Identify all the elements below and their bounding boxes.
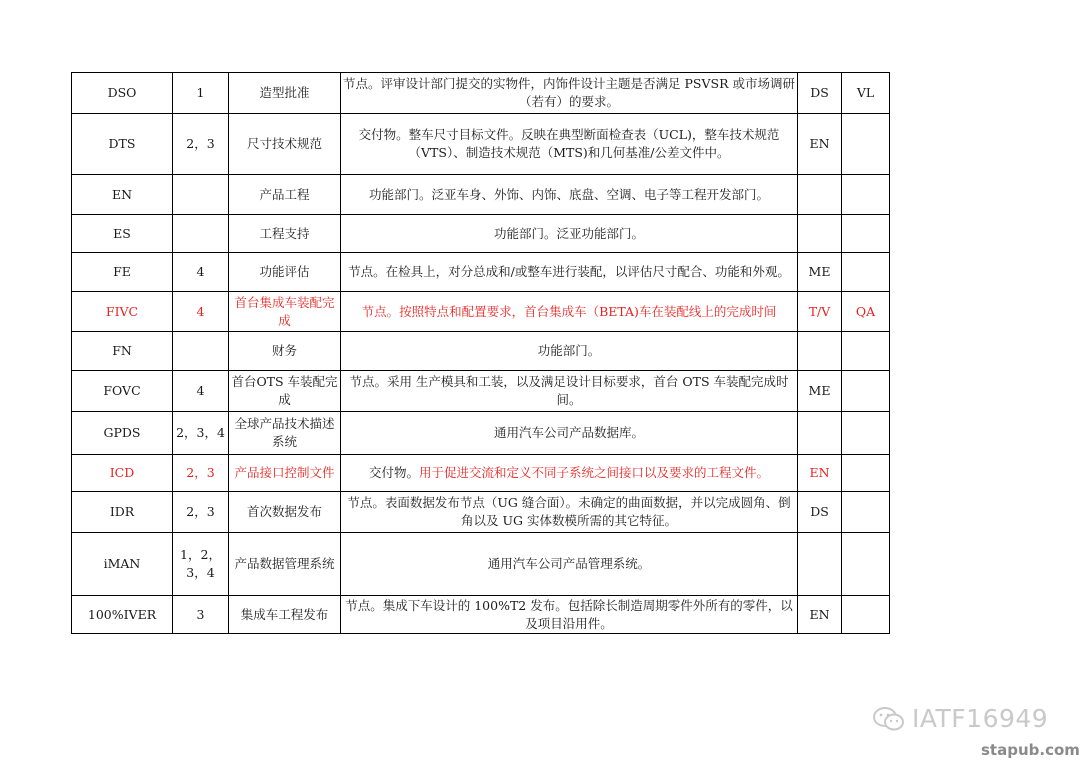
description-cell: 节点。按照特点和配置要求，首台集成车（BETA)车在装配线上的完成时间: [341, 292, 798, 332]
description-cell: 节点。表面数据发布节点（UG 缝合面）。未确定的曲面数据，并以完成圆角、倒角以及 UG 实体数模所需的其它特征。: [341, 492, 798, 533]
description-cell: 通用汽车公司产品管理系统。: [341, 533, 798, 596]
abbr-cell: IDR: [72, 492, 173, 533]
table-row: [72, 492, 890, 533]
description-cell: 功能部门。: [341, 332, 798, 371]
phase-cell: 3: [173, 596, 229, 634]
table-row: [72, 371, 890, 412]
table-row: [72, 332, 890, 371]
description-cell: 节点。集成下车设计的 100%T2 发布。包括除长制造周期零件外所有的零件，以及项目沿用件。: [341, 596, 798, 634]
description-cell: 节点。评审设计部门提交的实物件，内饰件设计主题是否满足 PSVSR 或市场调研（若有）的要求。: [341, 73, 798, 114]
phase-cell: 2，3: [173, 492, 229, 533]
description-cell: 功能部门。泛亚车身、外饰、内饰、底盘、空调、电子等工程开发部门。: [341, 175, 798, 215]
abbr-cell: ICD: [72, 455, 173, 492]
owner-cell: [798, 332, 842, 371]
approver-cell: [842, 215, 890, 253]
owner-cell: EN: [798, 114, 842, 175]
phase-text: 1，2，3，4: [180, 547, 221, 580]
table-row: [72, 292, 890, 332]
abbr-cell: FE: [72, 253, 173, 292]
abbr-cell: iMAN: [72, 533, 173, 596]
abbr-cell: DTS: [72, 114, 173, 175]
term-cell: 产品数据管理系统: [229, 533, 341, 596]
term-cell: 首台OTS 车装配完成: [229, 371, 341, 412]
table-row: [72, 533, 890, 596]
approver-cell: [842, 114, 890, 175]
phase-cell: [173, 175, 229, 215]
description-text: 用于促进交流和定义不同子系统之间接口以及要求的工程文件。: [419, 465, 770, 480]
phase-cell: [173, 533, 229, 596]
approver-cell: [842, 253, 890, 292]
phase-cell: [173, 215, 229, 253]
term-cell: 财务: [229, 332, 341, 371]
table-row: [72, 596, 890, 634]
owner-cell: [798, 412, 842, 455]
approver-cell: [842, 455, 890, 492]
term-cell: 产品接口控制文件: [229, 455, 341, 492]
phase-cell: [173, 332, 229, 371]
owner-cell: [798, 533, 842, 596]
table-row: [72, 73, 890, 114]
table-row: [72, 412, 890, 455]
approver-cell: [842, 492, 890, 533]
phase-cell: 1: [173, 73, 229, 114]
phase-cell: 2，3，4: [173, 412, 229, 455]
term-cell: 首台集成车装配完成: [229, 292, 341, 332]
table-row: [72, 114, 890, 175]
phase-cell: 4: [173, 292, 229, 332]
owner-cell: T/V: [798, 292, 842, 332]
term-cell: 工程支持: [229, 215, 341, 253]
wechat-icon: [872, 706, 906, 732]
term-cell: 功能评估: [229, 253, 341, 292]
owner-cell: [798, 175, 842, 215]
description-cell: 交付物。整车尺寸目标文件。反映在典型断面检查表（UCL)，整车技术规范（VTS）、制造技术规范（MTS)和几何基准/公差文件中。: [341, 114, 798, 175]
owner-cell: ME: [798, 371, 842, 412]
approver-cell: [842, 412, 890, 455]
watermark-text: IATF16949: [912, 704, 1049, 733]
approver-cell: [842, 332, 890, 371]
description-cell: 节点。采用 生产模具和工装，以及满足设计目标要求，首台 OTS 车装配完成时间。: [341, 371, 798, 412]
owner-cell: DS: [798, 492, 842, 533]
abbr-cell: FN: [72, 332, 173, 371]
abbr-cell: FIVC: [72, 292, 173, 332]
term-cell: 造型批准: [229, 73, 341, 114]
site-watermark: stapub.com: [981, 741, 1080, 759]
table-row: [72, 215, 890, 253]
abbr-cell: ES: [72, 215, 173, 253]
owner-cell: EN: [798, 455, 842, 492]
table-row: [72, 455, 890, 492]
abbr-cell: 100%IVER: [72, 596, 173, 634]
description-cell: 节点。在检具上，对分总成和/或整车进行装配，以评估尺寸配合、功能和外观。: [341, 253, 798, 292]
term-cell: 产品工程: [229, 175, 341, 215]
approver-cell: VL: [842, 73, 890, 114]
term-cell: 尺寸技术规范: [229, 114, 341, 175]
term-cell: 首次数据发布: [229, 492, 341, 533]
table-row: [72, 253, 890, 292]
description-prefix: 交付物。: [368, 465, 419, 480]
term-cell: 集成车工程发布: [229, 596, 341, 634]
phase-cell: 2，3: [173, 455, 229, 492]
abbr-cell: GPDS: [72, 412, 173, 455]
table-row: [72, 175, 890, 215]
approver-cell: QA: [842, 292, 890, 332]
watermark: [872, 704, 1048, 733]
description-cell: 通用汽车公司产品数据库。: [341, 412, 798, 455]
term-cell: 全球产品技术描述系统: [229, 412, 341, 455]
owner-cell: ME: [798, 253, 842, 292]
approver-cell: [842, 533, 890, 596]
phase-cell: 4: [173, 253, 229, 292]
abbr-cell: DSO: [72, 73, 173, 114]
description-cell: 功能部门。泛亚功能部门。: [341, 215, 798, 253]
phase-cell: 2，3: [173, 114, 229, 175]
owner-cell: [798, 215, 842, 253]
abbr-cell: EN: [72, 175, 173, 215]
approver-cell: [842, 596, 890, 634]
approver-cell: [842, 175, 890, 215]
approver-cell: [842, 371, 890, 412]
abbr-cell: FOVC: [72, 371, 173, 412]
owner-cell: DS: [798, 73, 842, 114]
phase-cell: 4: [173, 371, 229, 412]
owner-cell: EN: [798, 596, 842, 634]
glossary-table: [71, 72, 890, 634]
description-cell: [341, 455, 798, 492]
